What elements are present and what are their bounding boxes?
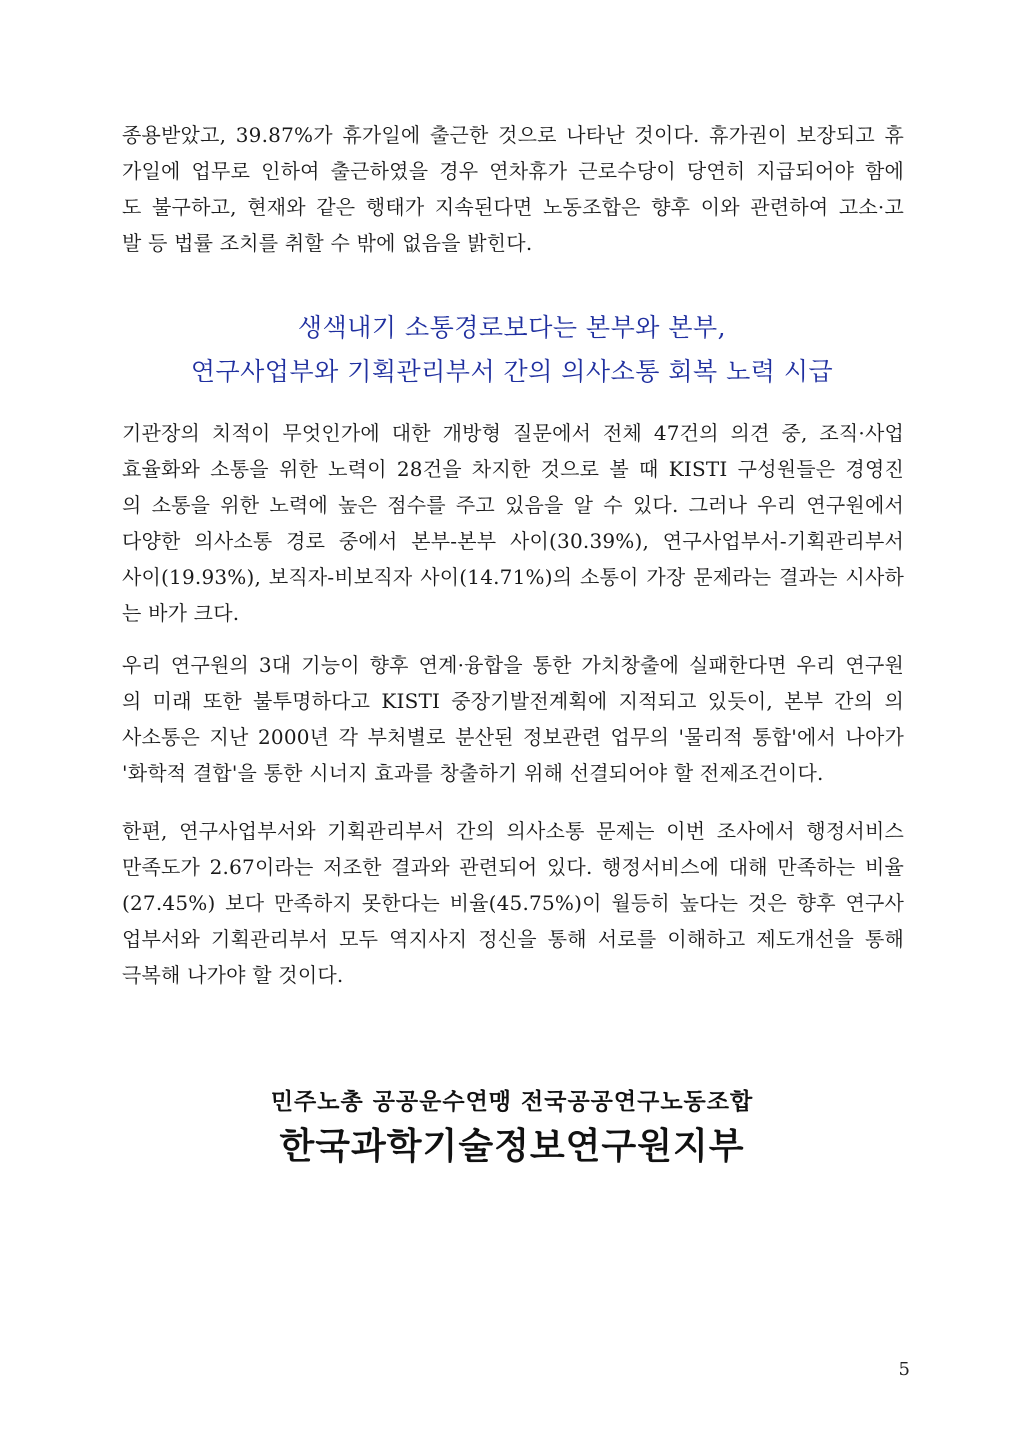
paragraph-line: 종용받았고, 39.87%가 휴가일에 출근한 것으로 나타난 것이다. 휴가권이 보장되고 휴 — [122, 123, 904, 147]
paragraph-line: 도 불구하고, 현재와 같은 행태가 지속된다면 노동조합은 향후 이와 관련하여 고소·고 — [122, 195, 904, 219]
paragraph-line: 극복해 나가야 할 것이다. — [122, 963, 344, 987]
paragraph-line: (27.45%) 보다 만족하지 못한다는 비율(45.75%)이 월등히 높다는 것은 향후 연구사 — [122, 891, 904, 915]
paragraph-line: 가일에 업무로 인하여 출근하였을 경우 연차휴가 근로수당이 당연히 지급되어야 함에 — [122, 159, 904, 183]
paragraph-line: 의 소통을 위한 노력에 높은 점수를 주고 있음을 알 수 있다. 그러나 우리 연구원에서 — [122, 493, 904, 517]
paragraph-line: 사이(19.93%), 보직자-비보직자 사이(14.71%)의 소통이 가장 문제라는 결과는 시사하 — [122, 565, 904, 589]
paragraph-line: 우리 연구원의 3대 기능이 향후 연계·융합을 통한 가치창출에 실패한다면 우리 연구원 — [122, 653, 904, 677]
paragraph-line: 발 등 법률 조치를 취할 수 밖에 없음을 밝힌다. — [122, 231, 533, 255]
paragraph-line: 는 바가 크다. — [122, 601, 240, 625]
paragraph-line: 만족도가 2.67이라는 저조한 결과와 관련되어 있다. 행정서비스에 대해 만족하는 비율 — [122, 855, 904, 879]
heading-line-2: 연구사업부와 기획관리부서 간의 의사소통 회복 노력 시급 — [190, 357, 834, 386]
page-number: 5 — [898, 1359, 910, 1380]
paragraph-convergence — [122, 647, 904, 791]
paragraph-line: 사소통은 지난 2000년 각 부처별로 분산된 정보관련 업무의 '물리적 통합'에서 나아가 — [122, 725, 904, 749]
paragraph-vacation-work — [122, 117, 904, 261]
paragraph-line: '화학적 결합'을 통한 시너지 효과를 창출하기 위해 선결되어야 할 전제조건이다. — [122, 761, 824, 785]
paragraph-communication-survey — [122, 415, 904, 631]
paragraph-line: 의 미래 또한 불투명하다고 KISTI 중장기발전계획에 지적되고 있듯이, 본부 간의 의 — [122, 689, 904, 713]
signature-union-name: 민주노총 공공운수연맹 전국공공연구노동조합 — [270, 1089, 754, 1115]
paragraph-line: 한편, 연구사업부서와 기획관리부서 간의 의사소통 문제는 이번 조사에서 행정서비스 — [122, 819, 904, 843]
paragraph-line: 다양한 의사소통 경로 중에서 본부-본부 사이(30.39%), 연구사업부서-기획관리부서 — [122, 529, 904, 553]
signature-branch-name: 한국과학기술정보연구원지부 — [279, 1126, 745, 1167]
paragraph-line: 업부서와 기획관리부서 모두 역지사지 정신을 통해 서로를 이해하고 제도개선을 통해 — [122, 927, 904, 951]
heading-line-1: 생색내기 소통경로보다는 본부와 본부, — [297, 313, 727, 342]
paragraph-admin-service — [122, 813, 904, 993]
paragraph-line: 효율화와 소통을 위한 노력이 28건을 차지한 것으로 볼 때 KISTI 구성원들은 경영진 — [122, 457, 904, 481]
section-heading — [0, 306, 1024, 394]
paragraph-line: 기관장의 치적이 무엇인가에 대한 개방형 질문에서 전체 47건의 의견 중, 조직·사업 — [122, 421, 904, 445]
